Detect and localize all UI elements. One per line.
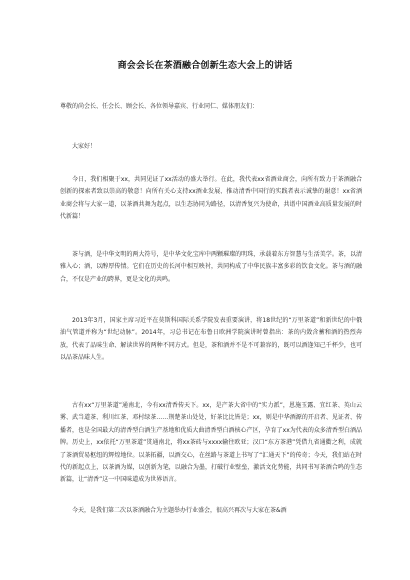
body-paragraph: 今天，是我们第二次以茶酒融合为主题举办行业盛会，很高兴再次与大家在茶&酒 (72, 507, 287, 514)
salutation-line: 大家好！ (72, 143, 97, 150)
body-paragraph: 茶与酒，是中华文明的两大符号，是中华文化宝库中两颗璀璨的明珠，承载着东方智慧与生活美学。茶，以清雅入心；酒，以醇厚传情。它们在历史的长河中相互映衬，共同构成了中华民族丰富多彩的饮食文化。茶与酒的融合，不仅是产业的跨界，更是文化的共鸣。 (60, 251, 362, 283)
document-title: 商会会长在茶酒融合创新生态大会上的讲话 (117, 61, 293, 71)
greeting-line: 尊敬的尚会长、任会长、顾会长、各位领导嘉宾、行业同仁、媒体朋友们： (60, 103, 259, 110)
body-paragraph: 古有xx“万里茶道”通南北，今有xx清香传天下。xx，是产茶大省中的“实力派”，恩施玉露、宜红茶、英山云雾、武当道茶、利川红茶、邓村绿茶……荆楚茶山处处，好茶比比皆是；xx，则是中华酒源的开启者、见证者、传播者，也是全国最大的清香型白酒生产基地和优质大曲清香型白酒核心产区，孕育了xx为代表的众多清香型白酒品牌。历史上，xx依托“万里茶道”贯通南北，将xx茶砖与xxxx输往欧亚；汉口“东方茶港”凭借九省通衢之利，成就了茶酒贸易枢纽的辉煌地位。以茶拓疆，以酒交心，在丝路与茶道上书写了“汇通天下”的传奇；今天，我们站在时代的新起点上，以茶酒为媒，以创新为笔，以融合为墨，打破行业壁垒，激活文化势能，共同书写茶酒合鸣的生态新篇，让“清香”这一中国味道成为世界语言。 (60, 402, 362, 484)
body-paragraph: 2013年3月，国家主席习近平在莫斯科国际关系学院发表重要演讲，将18世纪的“万里茶道”和新世纪的中俄油气管道并称为“世纪动脉”。2014年，习总书记在布鲁日欧洲学院演讲时曾指出：茶的内敛含蓄和酒的热烈奔放，代表了品味生命、解读世界的两种不同方式。但是，茶和酒并不是不可兼容的，既可以酒逢知己千杯少，也可以品茶品味人生。 (60, 317, 362, 362)
body-paragraph: 今日，我们相聚于xx，共同见证了xx活动的盛大举行。在此，我代表xx省酒业商会，向所有致力于茶酒融合创新的探索者致以崇高的敬意！向所有关心支持xx酒业发展、推动清香中国行的实践者表示诚挚的谢意！xx省酒业商会将与大家一道，以茶酒共舞为起点，以生态协同为路径，以清香复兴为使命，共谱中国酒业高质量发展的时代新篇！ (60, 176, 362, 221)
